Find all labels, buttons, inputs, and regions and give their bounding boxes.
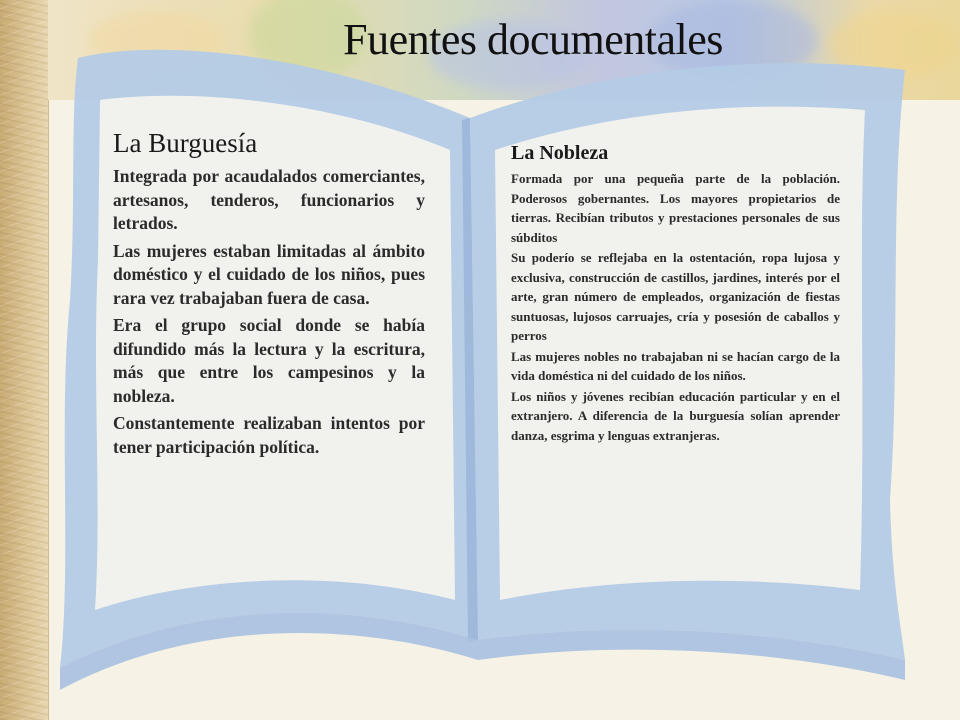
left-paragraph: Constantemente realizaban intentos por tener participación política. xyxy=(113,413,425,457)
left-page-content xyxy=(113,128,425,463)
left-paragraph: Las mujeres estaban limitadas al ámbito doméstico y el cuidado de los niños, pues rara vez trabajaban fuera de casa. xyxy=(113,240,425,308)
right-paragraph: Formada por una pequeña parte de la población. Poderosos gobernantes. Los mayores propietarios de tierras. Recibían tributos y prestaciones personales de sus súbditos xyxy=(511,171,840,245)
left-page-heading: La Burguesía xyxy=(113,128,258,158)
right-paragraph: Los niños y jóvenes recibían educación particular y en el extranjero. A diferencia de la burguesía solían aprender danza, esgrima y lenguas extranjeras. xyxy=(511,388,840,443)
right-page-heading: La Nobleza xyxy=(511,142,609,164)
slide-title: Fuentes documentales xyxy=(343,15,723,64)
left-paragraph: Integrada por acaudalados comerciantes, artesanos, tenderos, funcionarios y letrados. xyxy=(113,166,425,233)
right-paragraph: Su poderío se reflejaba en la ostentación, ropa lujosa y exclusiva, construcción de castillos, jardines, interés por el arte, gran número de empleados, organización de fiestas suntuosas, lujosos carruajes, cría y posesión de caballos y perros xyxy=(511,250,840,343)
right-page-content xyxy=(511,142,840,446)
right-paragraph: Las mujeres nobles no trabajaban ni se hacían cargo de la vida doméstica ni del cuidado de los niños. xyxy=(511,348,840,383)
left-paragraph: Era el grupo social donde se había difundido más la lectura y la escritura, más que entre los campesinos y la nobleza. xyxy=(113,315,425,406)
